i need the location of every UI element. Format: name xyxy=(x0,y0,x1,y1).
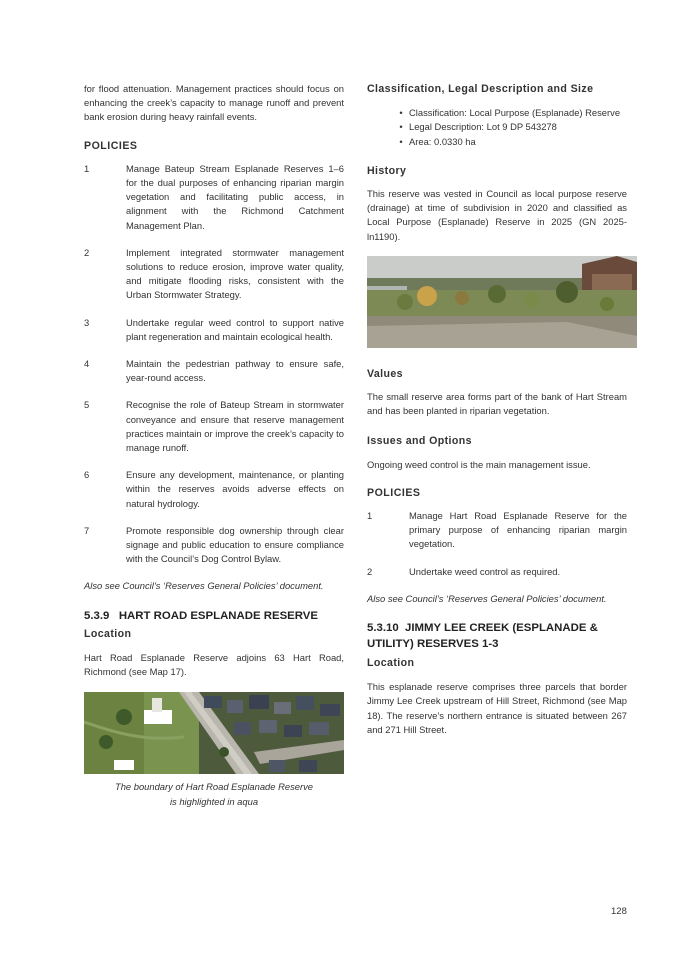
aerial-map-image xyxy=(84,692,344,774)
policy-item: 1 Manage Bateup Stream Esplanade Reserves 1–6 for the dual purposes of enhancing riparian margin vegetation and facilitating public access, in alignment with the Richmond Catchment Management Plan. xyxy=(84,162,344,231)
location-heading: Location xyxy=(84,627,132,640)
values-paragraph: The small reserve area forms part of the bank of Hart Stream and has been planted in riparian vegetation. xyxy=(367,391,627,417)
reserve-photo xyxy=(367,256,637,348)
policies-heading: POLICIES xyxy=(367,486,421,499)
page-number: 128 xyxy=(611,906,627,917)
also-see-note: Also see Council’s ‘Reserves General Policies’ document. xyxy=(367,592,607,604)
bullet-icon: • xyxy=(399,135,403,147)
reserve-photo-graphic xyxy=(367,256,637,348)
policy-item: 5 Recognise the role of Bateup Stream in stormwater conveyance and ensure that reserve management practices maintain or improve the creek’s capacity to manage runoff. xyxy=(84,399,344,454)
policy-item: 6 Ensure any development, maintenance, or planting within the reserves avoids adverse effects on natural hydrology. xyxy=(84,469,344,509)
bullet-icon: • xyxy=(399,107,403,119)
location-paragraph: This esplanade reserve comprises three parcels that border Jimmy Lee Creek upstream of Hill Street, Richmond (see Map 18). The reserve’s northern entrance is situated between 267 and 271 Hill Street. xyxy=(367,681,627,735)
also-see-note: Also see Council’s ‘Reserves General Policies’ document. xyxy=(84,580,324,592)
list-item: • Classification: Local Purpose (Esplanade) Reserve xyxy=(367,106,627,120)
policy-item: 3 Undertake regular weed control to support native plant regeneration and maintain ecological health. xyxy=(84,316,344,342)
aerial-map-graphic xyxy=(84,692,344,774)
history-paragraph: This reserve was vested in Council as local purpose reserve (drainage) at time of subdivision in 2020 and classified as Local Purpose (Esplanade) Reserve in 2025 (GN 2025-ln1190). xyxy=(367,188,627,242)
values-heading: Values xyxy=(367,367,403,380)
list-item: • Legal Description: Lot 9 DP 543278 xyxy=(367,120,627,134)
issues-heading: Issues and Options xyxy=(367,435,472,448)
left-column xyxy=(84,82,344,809)
history-heading: History xyxy=(367,164,407,177)
policy-item: 2 Undertake weed control as required. xyxy=(367,565,561,577)
policies-heading: POLICIES xyxy=(84,139,138,152)
map-caption: The boundary of Hart Road Esplanade Reserve is highlighted in aqua xyxy=(114,781,314,807)
section-heading-5-3-9: 5.3.9 HART ROAD ESPLANADE RESERVE xyxy=(84,609,318,622)
classification-list xyxy=(367,106,627,149)
location-heading: Location xyxy=(367,657,415,670)
section-heading-5-3-10: 5.3.10 JIMMY LEE CREEK (ESPLANADE & UTILITY) RESERVES 1-3 xyxy=(367,622,598,651)
issues-paragraph: Ongoing weed control is the main management issue. xyxy=(367,458,591,470)
location-paragraph: Hart Road Esplanade Reserve adjoins 63 Hart Road, Richmond (see Map 17). xyxy=(84,651,344,678)
list-item: • Area: 0.0330 ha xyxy=(367,135,627,149)
policy-item: 2 Implement integrated stormwater management solutions to reduce erosion, improve water quality, and mitigate flooding risks, consistent with the Urban Stormwater Strategy. xyxy=(84,246,344,301)
intro-paragraph: for flood attenuation. Management practices should focus on enhancing the creek’s capacity to manage runoff and prevent bank erosion during heavy rainfall events. xyxy=(84,83,344,123)
policy-item: 4 Maintain the pedestrian pathway to ensure safe, year-round access. xyxy=(84,358,344,384)
bullet-icon: • xyxy=(399,121,403,133)
right-column xyxy=(367,82,627,737)
policy-item: 1 Manage Hart Road Esplanade Reserve for the primary purpose of enhancing riparian margin vegetation. xyxy=(367,510,627,550)
policy-item: 7 Promote responsible dog ownership through clear signage and public education to ensure compliance with the Council’s Dog Control Bylaw. xyxy=(84,524,344,565)
classification-heading: Classification, Legal Description and Size xyxy=(367,83,594,95)
